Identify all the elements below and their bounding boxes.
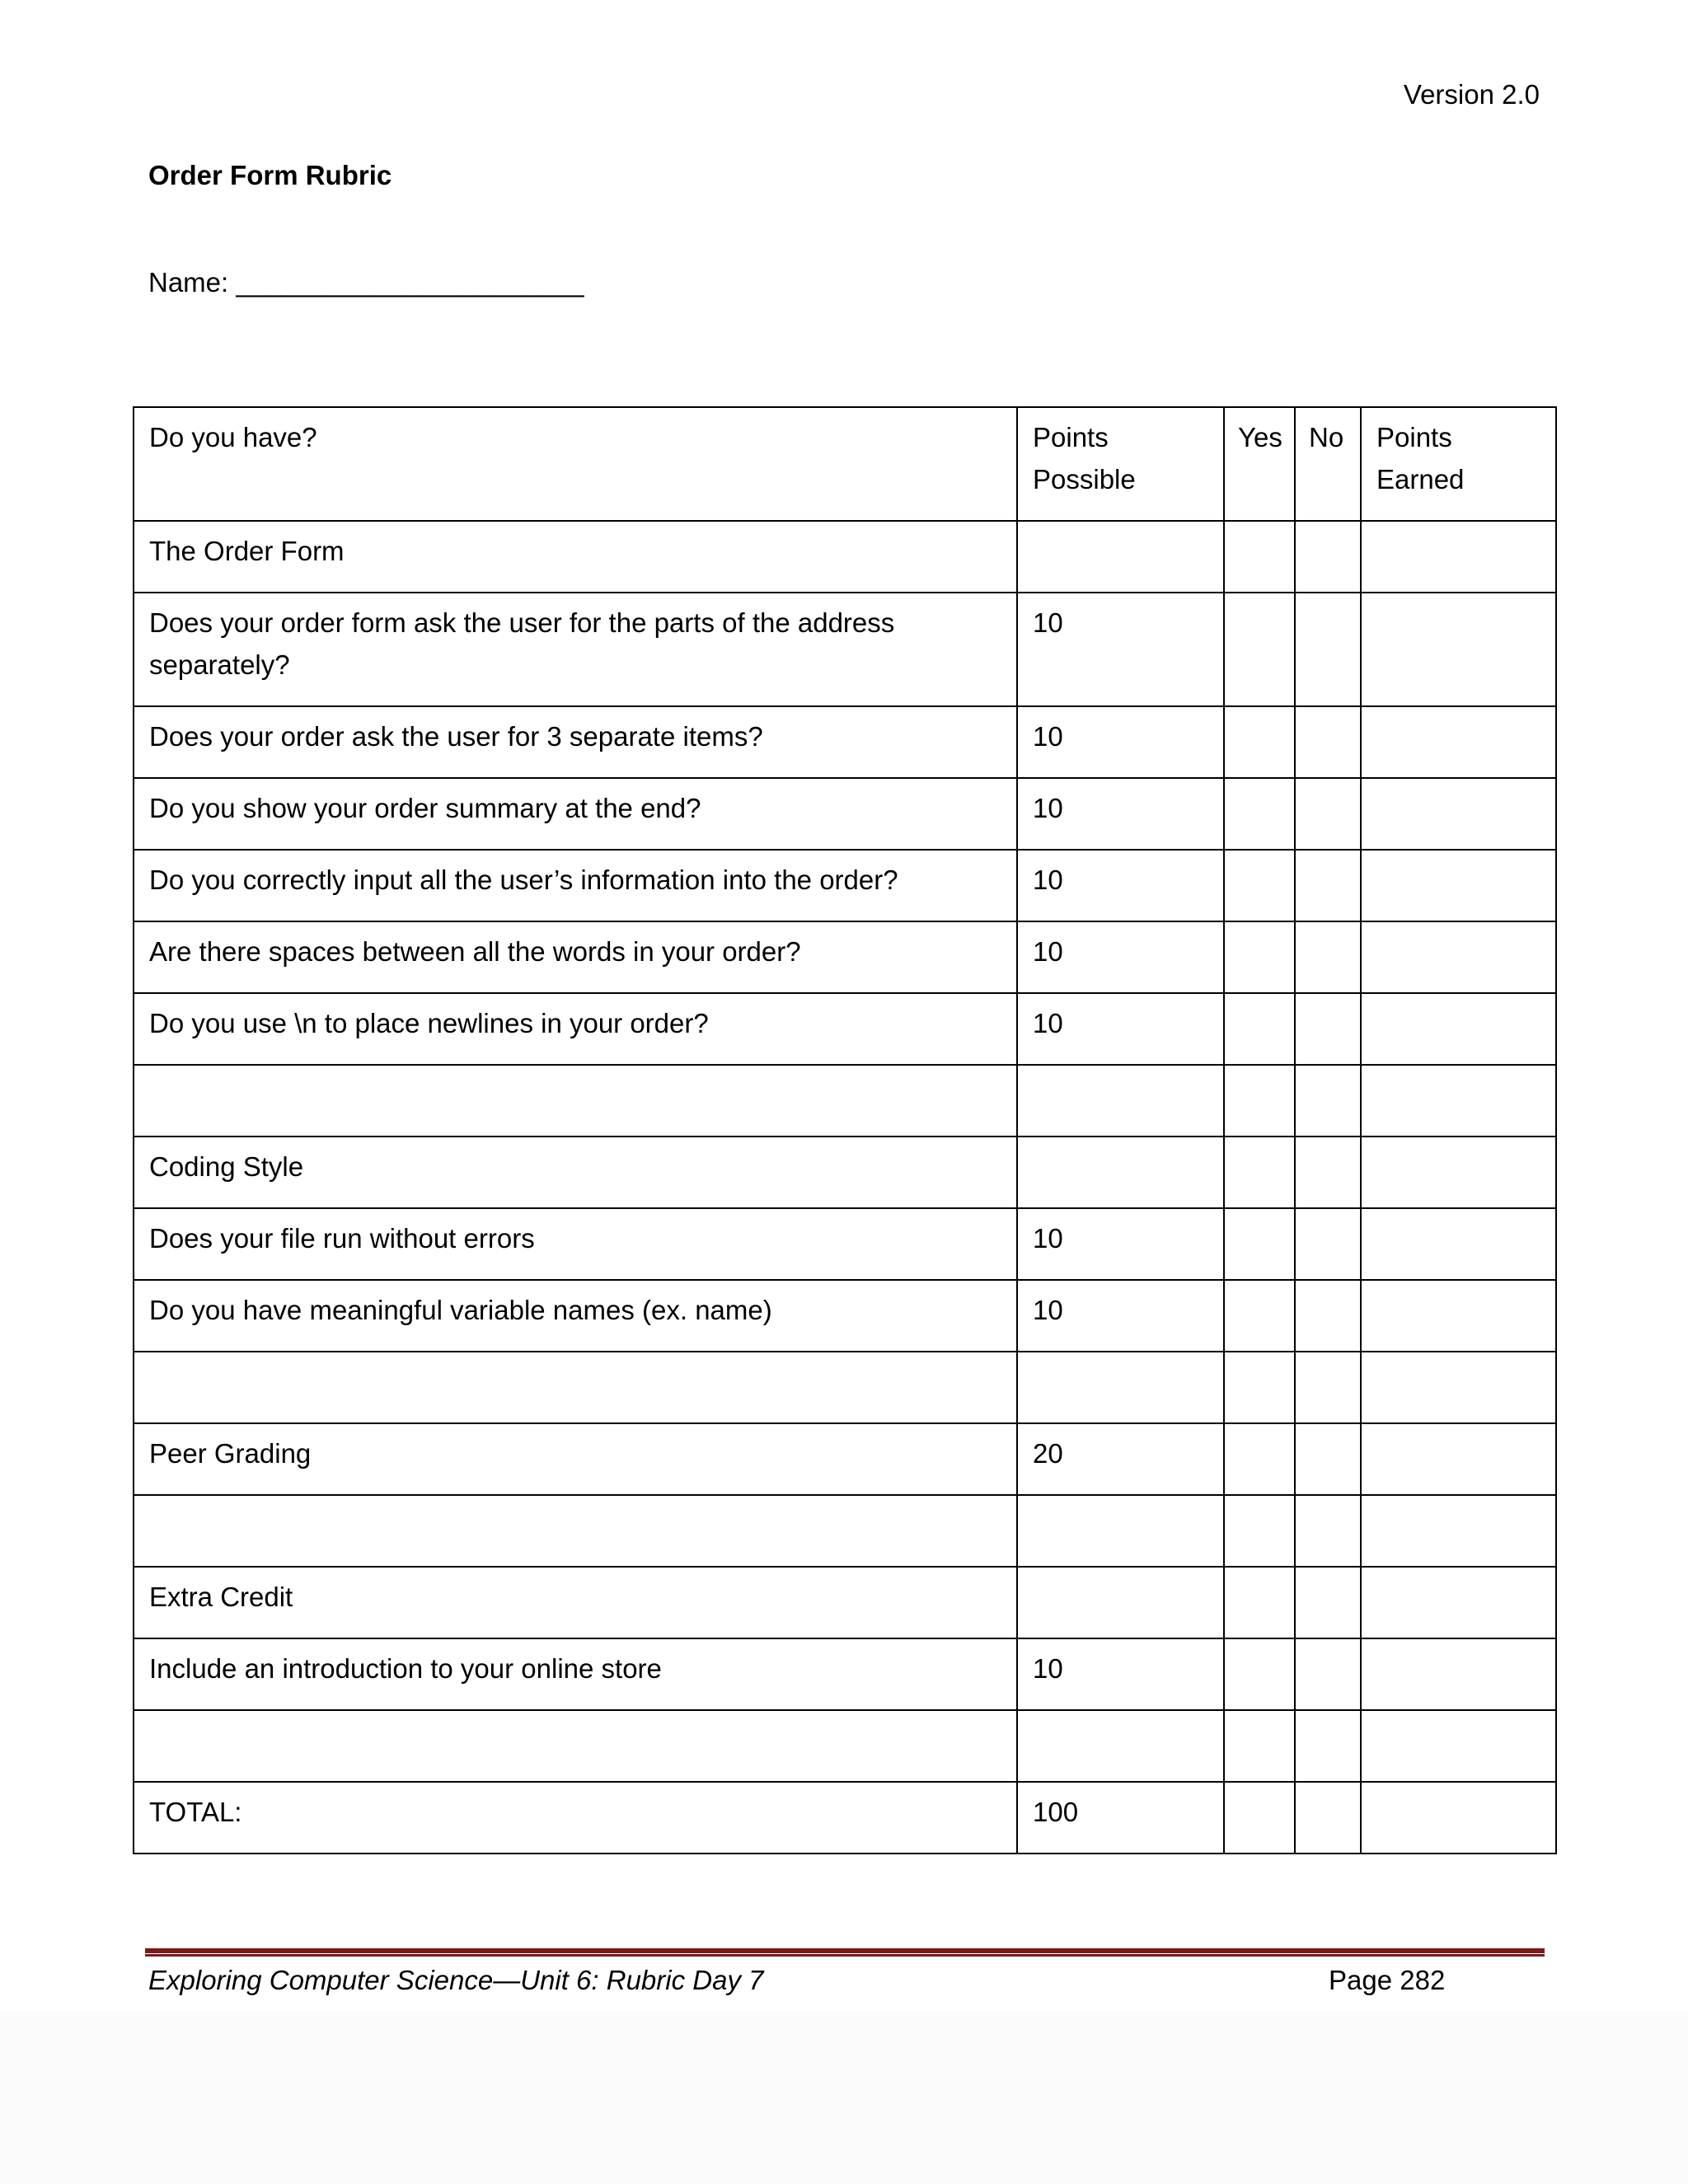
table-row [134, 850, 1556, 921]
points-earned-cell[interactable] [1361, 1352, 1556, 1423]
points-earned-cell[interactable] [1361, 1567, 1556, 1638]
points-earned-cell[interactable] [1361, 593, 1556, 706]
points-earned-cell[interactable] [1361, 521, 1556, 593]
points-possible-cell: 10 [1017, 1638, 1224, 1710]
points-possible-cell: 20 [1017, 1423, 1224, 1495]
points-earned-cell[interactable] [1361, 993, 1556, 1065]
no-cell[interactable] [1295, 778, 1361, 850]
yes-cell[interactable] [1224, 1137, 1295, 1208]
name-field-label: Name: _______________________ [148, 267, 584, 298]
points-earned-cell[interactable] [1361, 1137, 1556, 1208]
points-possible-cell: 10 [1017, 1208, 1224, 1280]
no-cell[interactable] [1295, 1280, 1361, 1352]
no-cell[interactable] [1295, 593, 1361, 706]
points-possible-cell [1017, 1495, 1224, 1567]
yes-cell[interactable] [1224, 1638, 1295, 1710]
yes-cell[interactable] [1224, 993, 1295, 1065]
table-row [134, 1638, 1556, 1710]
points-earned-cell[interactable] [1361, 1638, 1556, 1710]
points-possible-cell: 10 [1017, 921, 1224, 993]
no-cell[interactable] [1295, 850, 1361, 921]
yes-cell[interactable] [1224, 1065, 1295, 1137]
rubric-table [133, 406, 1557, 1854]
page-title: Order Form Rubric [148, 160, 392, 190]
points-possible-cell: 100 [1017, 1782, 1224, 1854]
no-cell[interactable] [1295, 1710, 1361, 1782]
points-earned-cell[interactable] [1361, 1280, 1556, 1352]
yes-cell[interactable] [1224, 921, 1295, 993]
yes-cell[interactable] [1224, 521, 1295, 593]
table-row [134, 1567, 1556, 1638]
yes-cell[interactable] [1224, 850, 1295, 921]
points-earned-cell[interactable] [1361, 778, 1556, 850]
criterion-cell [134, 1065, 1017, 1137]
no-cell[interactable] [1295, 1495, 1361, 1567]
points-possible-cell: 10 [1017, 850, 1224, 921]
points-earned-cell[interactable] [1361, 706, 1556, 778]
points-possible-cell [1017, 521, 1224, 593]
table-row [134, 921, 1556, 993]
table-row [134, 1280, 1556, 1352]
yes-cell[interactable] [1224, 1352, 1295, 1423]
section-heading-cell: Coding Style [134, 1137, 1017, 1208]
points-earned-cell[interactable] [1361, 1710, 1556, 1782]
criterion-cell: Do you show your order summary at the end? [134, 778, 1017, 850]
yes-cell[interactable] [1224, 1208, 1295, 1280]
version-label: Version 2.0 [1403, 79, 1540, 110]
points-earned-cell[interactable] [1361, 921, 1556, 993]
section-heading-cell: Extra Credit [134, 1567, 1017, 1638]
header-yes: Yes [1224, 407, 1295, 521]
header-question: Do you have? [134, 407, 1017, 521]
header-points-possible: Points Possible [1017, 407, 1224, 521]
points-earned-cell[interactable] [1361, 850, 1556, 921]
criterion-cell: Does your order form ask the user for the parts of the address separately? [134, 593, 1017, 706]
points-earned-cell[interactable] [1361, 1782, 1556, 1854]
yes-cell[interactable] [1224, 1567, 1295, 1638]
no-cell[interactable] [1295, 1065, 1361, 1137]
page-bottom-band [0, 2011, 1688, 2184]
points-earned-cell[interactable] [1361, 1495, 1556, 1567]
table-header-row [134, 407, 1556, 521]
points-earned-cell[interactable] [1361, 1208, 1556, 1280]
no-cell[interactable] [1295, 1423, 1361, 1495]
table-row [134, 1423, 1556, 1495]
criterion-cell: Do you have meaningful variable names (ex. name) [134, 1280, 1017, 1352]
rubric-body [134, 521, 1556, 1854]
criterion-cell: Do you use \n to place newlines in your order? [134, 993, 1017, 1065]
yes-cell[interactable] [1224, 1710, 1295, 1782]
no-cell[interactable] [1295, 921, 1361, 993]
table-row [134, 1495, 1556, 1567]
table-row [134, 706, 1556, 778]
yes-cell[interactable] [1224, 593, 1295, 706]
no-cell[interactable] [1295, 1352, 1361, 1423]
points-possible-cell [1017, 1352, 1224, 1423]
footer-page-number: Page 282 [1329, 1965, 1446, 1995]
points-possible-cell: 10 [1017, 993, 1224, 1065]
table-row [134, 1352, 1556, 1423]
criterion-cell [134, 1352, 1017, 1423]
points-possible-cell [1017, 1065, 1224, 1137]
no-cell[interactable] [1295, 1638, 1361, 1710]
no-cell[interactable] [1295, 1782, 1361, 1854]
section-heading-cell: The Order Form [134, 521, 1017, 593]
criterion-cell: Does your order ask the user for 3 separate items? [134, 706, 1017, 778]
table-row [134, 593, 1556, 706]
yes-cell[interactable] [1224, 1280, 1295, 1352]
no-cell[interactable] [1295, 521, 1361, 593]
yes-cell[interactable] [1224, 706, 1295, 778]
no-cell[interactable] [1295, 706, 1361, 778]
points-possible-cell: 10 [1017, 1280, 1224, 1352]
points-possible-cell: 10 [1017, 778, 1224, 850]
yes-cell[interactable] [1224, 1495, 1295, 1567]
yes-cell[interactable] [1224, 1782, 1295, 1854]
points-possible-cell [1017, 1567, 1224, 1638]
table-row [134, 1710, 1556, 1782]
yes-cell[interactable] [1224, 778, 1295, 850]
table-row [134, 1065, 1556, 1137]
table-row [134, 521, 1556, 593]
no-cell[interactable] [1295, 993, 1361, 1065]
no-cell[interactable] [1295, 1208, 1361, 1280]
criterion-cell: Include an introduction to your online store [134, 1638, 1017, 1710]
section-heading-cell: TOTAL: [134, 1782, 1017, 1854]
header-no: No [1295, 407, 1361, 521]
points-possible-cell [1017, 1137, 1224, 1208]
header-points-earned: Points Earned [1361, 407, 1556, 521]
points-possible-cell: 10 [1017, 706, 1224, 778]
table-row [134, 1782, 1556, 1854]
table-row [134, 1208, 1556, 1280]
no-cell[interactable] [1295, 1567, 1361, 1638]
points-earned-cell[interactable] [1361, 1423, 1556, 1495]
criterion-cell: Does your file run without errors [134, 1208, 1017, 1280]
criterion-cell [134, 1495, 1017, 1567]
table-row [134, 778, 1556, 850]
footer-course-title: Exploring Computer Science—Unit 6: Rubric Day 7 [148, 1965, 764, 1995]
points-possible-cell: 10 [1017, 593, 1224, 706]
criterion-cell [134, 1710, 1017, 1782]
yes-cell[interactable] [1224, 1423, 1295, 1495]
table-row [134, 993, 1556, 1065]
points-possible-cell [1017, 1710, 1224, 1782]
footer-rule [145, 1948, 1545, 1957]
table-row [134, 1137, 1556, 1208]
section-heading-cell: Peer Grading [134, 1423, 1017, 1495]
criterion-cell: Are there spaces between all the words in your order? [134, 921, 1017, 993]
no-cell[interactable] [1295, 1137, 1361, 1208]
points-earned-cell[interactable] [1361, 1065, 1556, 1137]
criterion-cell: Do you correctly input all the user’s information into the order? [134, 850, 1017, 921]
